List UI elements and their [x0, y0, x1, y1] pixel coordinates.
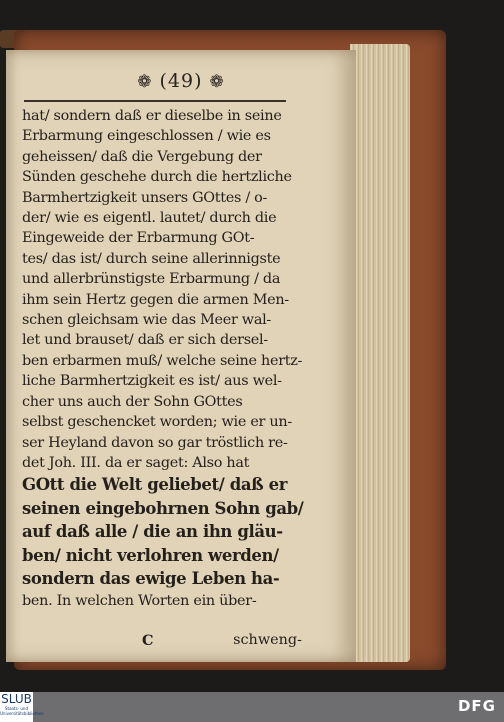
book-page — [6, 50, 356, 662]
catchword: schweng- — [233, 632, 302, 648]
library-name: Staats- und Universitätsbibliothek — [0, 706, 44, 716]
page-footer-marks — [22, 632, 312, 654]
text-line: hat/ sondern daß er dieselbe in seine — [22, 108, 282, 124]
text-line: schen gleichsam wie das Meer wal- — [22, 312, 271, 329]
text-line: und allerbrünstigste Erbarmung / da — [22, 271, 281, 288]
bible-quote-line: seinen eingebohrnen Sohn gab/ — [22, 498, 304, 518]
bible-quote-line: sondern das ewige Leben ha- — [22, 569, 280, 589]
text-line: Eingeweide der Erbarmung GOt- — [22, 230, 255, 247]
text-line: cher uns auch der Sohn GOttes — [22, 393, 243, 410]
text-line: geheissen/ daß die Vergebung der — [22, 148, 262, 165]
text-line: det Joh. III. da er saget: Also hat — [22, 454, 250, 471]
text-line: tes/ das ist/ durch seine allerinnigste — [22, 250, 281, 267]
text-line: der/ wie es eigentl. lautet/ durch die — [22, 210, 277, 227]
page-header — [6, 70, 356, 92]
text-line: let und brauset/ daß er sich dersel- — [22, 332, 268, 349]
text-line: Sünden geschehe durch die hertzliche — [22, 169, 292, 186]
text-line: Erbarmung eingeschlossen / wie es — [22, 128, 271, 145]
text-line: ben. In welchen Worten ein über- — [22, 592, 257, 609]
viewer-footer-bar — [0, 692, 504, 722]
library-crest-icon: SLUB — [1, 692, 32, 706]
bible-quote-line: ben/ nicht verlohren werden/ — [22, 545, 279, 565]
dfg-logo[interactable]: DFG — [457, 697, 496, 715]
ornament-right-icon: ❁ — [209, 72, 225, 92]
page-block — [350, 44, 410, 662]
signature-mark: C — [142, 632, 154, 649]
text-line: ihm sein Hertz gegen die armen Men- — [22, 291, 289, 308]
text-line: selbst geschencket worden; wie er un- — [22, 414, 292, 431]
bible-quote-line: auf daß alle / die an ihn gläu- — [22, 522, 283, 542]
text-line: liche Barmhertzigkeit es ist/ aus wel- — [22, 373, 282, 390]
body-text — [22, 106, 304, 649]
text-line: ser Heyland davon so gar tröstlich re- — [22, 434, 288, 451]
bible-quote-line: GOtt die Welt geliebet/ daß er — [22, 475, 288, 495]
text-line: ben erbarmen muß/ welche seine hertz- — [22, 352, 303, 369]
header-rule — [24, 100, 286, 102]
page-number: (49) — [159, 70, 203, 92]
library-logo[interactable] — [0, 692, 44, 722]
text-line: Barmhertzigkeit unsers GOttes / o- — [22, 189, 268, 206]
ornament-left-icon: ❁ — [137, 72, 153, 92]
